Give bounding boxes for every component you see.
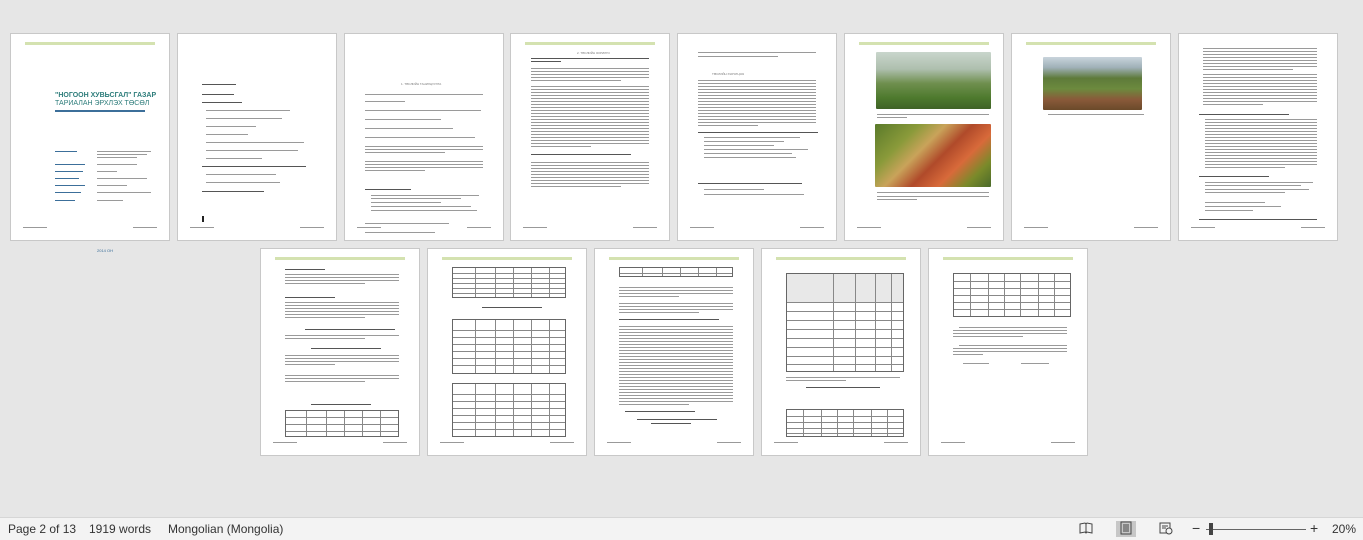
zoom-level[interactable]: 20% (1332, 522, 1357, 536)
word-count-indicator[interactable]: 1919 words (89, 522, 152, 536)
page3-heading: 1. ТӨСЛИЙН ТАНИЛЦУУЛГА (401, 82, 442, 86)
status-bar (0, 517, 1363, 540)
zoom-slider-track[interactable] (1206, 529, 1306, 530)
document-page-6[interactable] (844, 33, 1004, 241)
data-table (285, 410, 399, 437)
page4-heading: 2. ТӨСЛИЙН ЗОРИЛГО (577, 51, 610, 55)
cover-year: 2014 ОН (97, 248, 114, 253)
book-icon[interactable] (1078, 521, 1094, 537)
language-indicator[interactable]: Mongolian (Mongolia) (168, 522, 284, 536)
data-table (786, 273, 904, 372)
page-header-band (25, 42, 155, 45)
book-icon (1079, 521, 1093, 535)
document-page-8[interactable] (1178, 33, 1338, 241)
document-page-1[interactable] (10, 33, 170, 253)
field-photo (1043, 57, 1142, 110)
document-page-5[interactable] (677, 33, 837, 241)
web-icon (1159, 521, 1173, 535)
page-icon (1119, 521, 1133, 535)
data-table (786, 409, 904, 437)
page-icon[interactable] (1116, 521, 1136, 537)
page-count-indicator[interactable]: Page 2 of 13 (8, 522, 77, 536)
web-icon[interactable] (1158, 521, 1174, 537)
document-page-11[interactable] (594, 248, 754, 456)
data-table (452, 267, 566, 298)
document-page-4[interactable] (510, 33, 670, 241)
document-page-2[interactable] (177, 33, 337, 241)
cover-title-line1: "НОГООН ХУВЬСГАЛ" ГАЗАР (55, 92, 157, 99)
zoom-slider-thumb[interactable] (1209, 523, 1213, 535)
data-table (953, 273, 1071, 317)
data-table (452, 383, 566, 437)
greenhouse-photo (876, 52, 991, 109)
cover-title-line2: ТАРИАЛАН ЭРХЛЭХ ТӨСӨЛ (55, 100, 150, 107)
document-page-3[interactable] (344, 33, 504, 241)
document-page-12[interactable] (761, 248, 921, 456)
page5-heading: ТӨСЛИЙН ХЭРЭГЦЭЭ (712, 72, 744, 76)
document-page-9[interactable] (260, 248, 420, 456)
zoom-out-button[interactable]: − (1192, 520, 1201, 536)
document-page-13[interactable] (928, 248, 1088, 456)
data-table (619, 267, 733, 277)
zoom-in-button[interactable]: + (1310, 520, 1319, 536)
data-table (452, 319, 566, 374)
harvest-photo (875, 124, 991, 187)
document-page-10[interactable] (427, 248, 587, 456)
document-page-7[interactable] (1011, 33, 1171, 241)
